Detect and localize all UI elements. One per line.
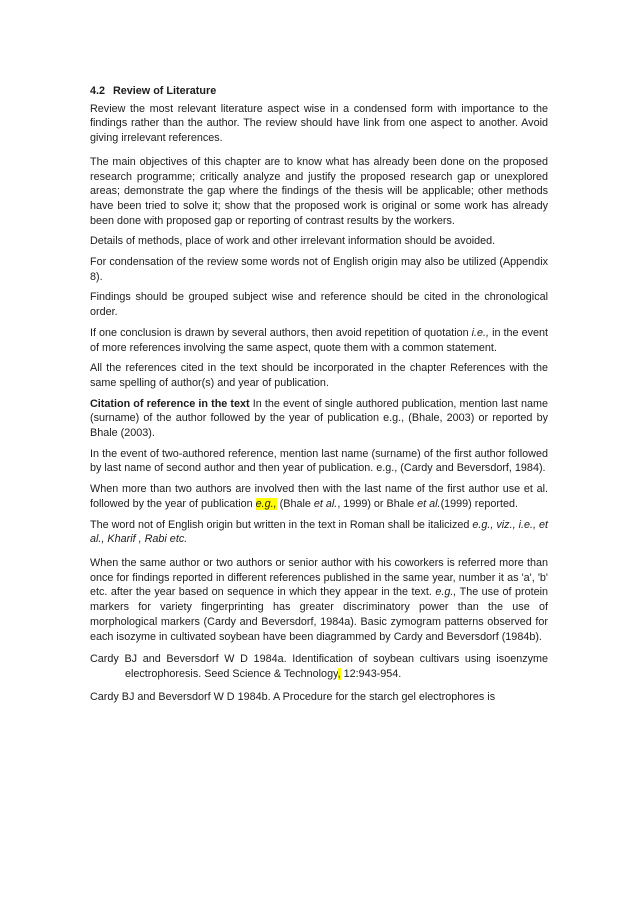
paragraph-repetition: If one conclusion is drawn by several authors, then avoid repetition of quotation i.e., in the event of more references involving the same aspect, quote them with a common statement. [90, 326, 549, 354]
paragraph-citation-two-authors: In the event of two-authored reference, mention last name (surname) of the first author followed by last name of second author and then year of publication. e.g., (Cardy and Beversdorf, 1984). [90, 447, 548, 475]
paragraph-grouping: Findings should be grouped subject wise and reference should be cited in the chronological order. [90, 291, 548, 319]
document-page [90, 84, 548, 704]
paragraph-condensation: For condensation of the review some words not of English origin may also be utilized (Appendix 8). [90, 256, 548, 283]
reference-entry: Cardy BJ and Beversdorf W D 1984b. A Procedure for the starch gel electrophores is [90, 690, 496, 703]
paragraph-italicize: The word not of English origin but written in the text in Roman shall be italicized e.g., viz., i.e., et al., Kharif , Rabi etc. [90, 518, 548, 546]
reference-entry: Cardy BJ and Beversdorf W D 1984a. Identification of soybean cultivars using isoenzyme electrophoresis. Seed Science & Technology, 12:943-954. [90, 653, 548, 680]
italic-ie: i.e., [471, 326, 490, 339]
highlighted-comma: , [337, 667, 341, 680]
paragraph-review-guidance: Review the most relevant literature aspect wise in a condensed form with importance to the findings rather than the author. The review should have link from one aspect to another. Avoid giving irrelevant references. [90, 102, 548, 145]
paragraph-avoid-details: Details of methods, place of work and other irrelevant information should be avoided. [90, 235, 496, 248]
paragraph-objectives: The main objectives of this chapter are to know what has already been done on the proposed research programme; critically analyze and justify the proposed research gap or unexplored areas; demonstrate the gap where the findings of the thesis will be applicable; other methods have been tried to solve it; show that the proposed work is original or some work has already been done with proposed gap or reporting of contrast results by the workers. [90, 155, 548, 227]
highlighted-eg: e.g., [255, 497, 277, 510]
section-heading [90, 84, 548, 99]
paragraph-citation-et-al: When more than two authors are involved then with the last name of the first author use et al. followed by the year of publication e.g., (Bhale et al., 1999) or Bhale et al.(1999) reported. [90, 483, 548, 510]
paragraph-same-author: When the same author or two authors or senior author with his coworkers is referred more than once for findings reported in different references published in the same year, number it as 'a', 'b' etc. after the year based on sequence in which they appear in the text. e.g., The use of protein markers for variety fingerprinting has greater discriminatory power than the use of morphological markers (Cardy and Beversdorf, 1984a). Basic zymogram patterns observed for each isozyme in cultivated soybean have been diagrammed by Cardy and Beversdorf (1984b). [90, 556, 548, 643]
italic-examples: e.g., viz., i.e., et al., Kharif , Rabi etc. [90, 518, 548, 546]
section-title: Review of Literature [113, 85, 217, 97]
paragraph-citation-single: Citation of reference in the text In the event of single authored publication, mention last name (surname) of the author followed by the year of publication e.g., (Bhale, 2003) or reported by Bhale (2003). [90, 397, 549, 440]
citation-label: Citation of reference in the text [90, 397, 250, 410]
section-number: 4.2 [90, 85, 106, 97]
paragraph-references-cited: All the references cited in the text should be incorporated in the chapter References with the same spelling of author(s) and year of publication. [90, 362, 548, 389]
